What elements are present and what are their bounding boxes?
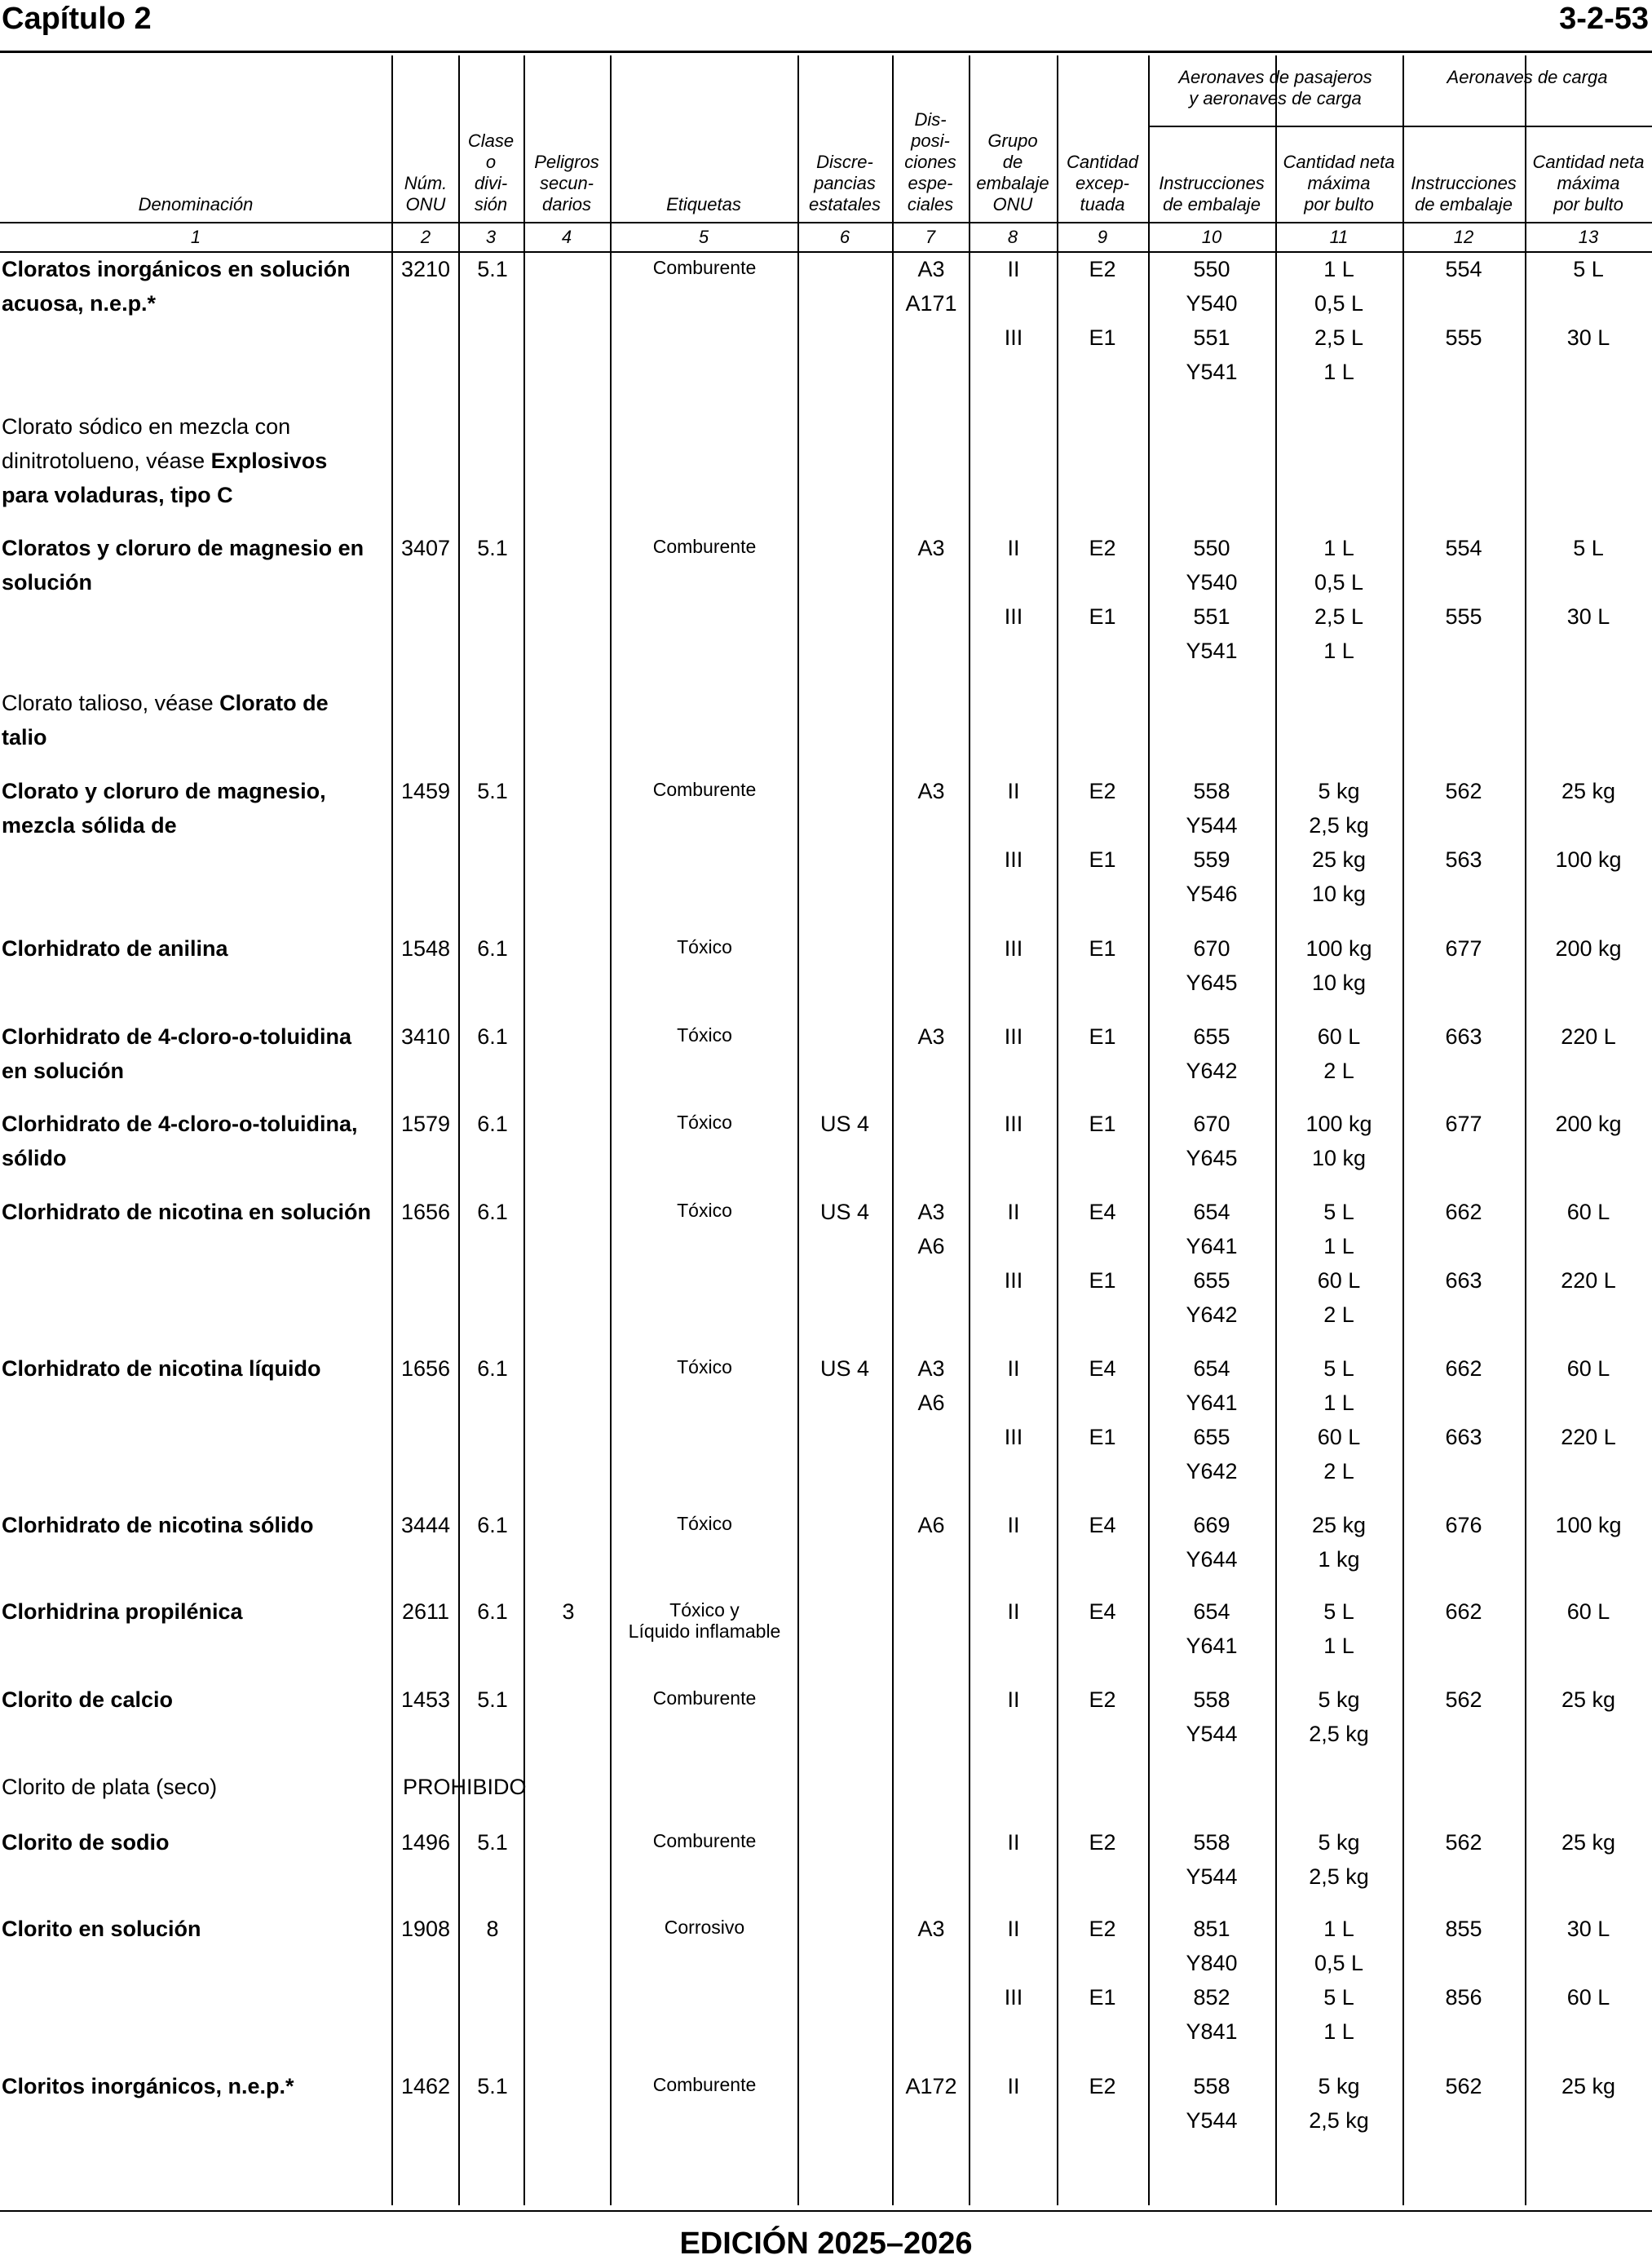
col-clase-header: Clase o divi- sión — [467, 130, 515, 214]
col-number: 12 — [1453, 227, 1474, 247]
row-cargo-instr: 662 663 — [1445, 1356, 1482, 1449]
chapter-title: Capítulo 2 — [2, 2, 152, 36]
row-onu: 1548 — [400, 936, 451, 961]
row-excepted: E2 E1 — [1089, 536, 1116, 629]
row-onu: 3210 — [400, 257, 451, 281]
row-special: A3 — [917, 1024, 945, 1049]
row-excepted: E4 — [1089, 1599, 1116, 1624]
row-cargo-qty: 25 kg — [1561, 1830, 1616, 1855]
row-onu: 3410 — [400, 1024, 451, 1049]
row-state-variation: US 4 — [819, 1200, 870, 1224]
row-special: A6 — [917, 1513, 945, 1537]
row-cargo-instr: 562 — [1445, 1687, 1482, 1712]
row-packing-group: II III — [1004, 1917, 1023, 2010]
row-label: Comburente — [652, 1830, 757, 1851]
col-denominacion-header: Denominación — [138, 194, 254, 214]
col-number: 4 — [561, 227, 572, 247]
row-class: 5.1 — [477, 257, 508, 281]
row-pax-qty: 5 L 1 L 60 L 2 L — [1317, 1356, 1361, 1484]
row-cargo-instr: 663 — [1445, 1024, 1482, 1049]
row-onu: 1496 — [400, 1830, 451, 1855]
row-name — [2, 686, 385, 754]
row-class: 6.1 — [477, 936, 508, 961]
row-cargo-qty: 200 kg — [1555, 1112, 1622, 1136]
row-excepted: E2 — [1089, 1830, 1116, 1855]
row-class: 6.1 — [477, 1599, 508, 1624]
row-pax-qty: 5 kg 2,5 kg — [1309, 2074, 1369, 2133]
row-name-ref: Clorato de talio — [2, 691, 329, 750]
row-name: Clorhidrina propilénica — [2, 1599, 243, 1624]
row-onu: 1579 — [400, 1112, 451, 1136]
row-name-ref: Explosivos para voladuras, tipo C — [2, 449, 328, 507]
row-label: Comburente — [652, 257, 757, 278]
row-class: 8 — [486, 1917, 499, 1941]
row-excepted: E2 — [1089, 1687, 1116, 1712]
row-excepted: E4 E1 — [1089, 1200, 1116, 1293]
row-name: Clorhidrato de nicotina sólido — [2, 1513, 314, 1537]
row-special: A3 — [917, 779, 945, 803]
row-label: Corrosivo — [664, 1917, 745, 1938]
row-pax-qty: 25 kg 1 kg — [1311, 1513, 1367, 1572]
row-name: Cloratos inorgánicos en solución acuosa, n.e.p.* — [2, 257, 351, 316]
row-special: A3 — [917, 536, 945, 560]
prohibited-label: PROHIBIDO — [403, 1775, 527, 1799]
row-packing-group: III — [1004, 1024, 1023, 1049]
row-pax-instr: 558 Y544 559 Y546 — [1186, 779, 1238, 906]
col-discrepancias-header: Discre- pancias estatales — [808, 152, 881, 214]
row-pax-qty: 1 L 0,5 L 2,5 L 1 L — [1314, 536, 1364, 663]
row-label: Tóxico y Líquido inflamable — [628, 1599, 781, 1642]
row-packing-group: II III — [1004, 536, 1023, 629]
row-label: Tóxico — [677, 1356, 732, 1377]
row-class: 5.1 — [477, 536, 508, 560]
row-pax-instr: 654 Y641 655 Y642 — [1186, 1200, 1238, 1327]
row-special: A172 — [905, 2074, 957, 2098]
row-pax-instr: 669 Y644 — [1186, 1513, 1238, 1572]
header-bottom-rule — [0, 222, 1652, 223]
row-label: Tóxico — [677, 1112, 732, 1133]
col-cargo-cantidad-header: Cantidad neta máxima por bulto — [1532, 152, 1645, 214]
row-excepted: E1 — [1089, 1112, 1116, 1136]
row-cargo-qty: 60 L — [1566, 1599, 1610, 1624]
row-name-plain: Clorato sódico en mezcla con dinitrotolueno, véase — [2, 414, 291, 473]
row-class: 5.1 — [477, 1830, 508, 1855]
row-cargo-instr: 676 — [1445, 1513, 1482, 1537]
row-special: A3 A6 — [917, 1356, 945, 1415]
row-packing-group: II III — [1004, 1200, 1023, 1293]
row-onu: 1459 — [400, 779, 451, 803]
row-onu: 1656 — [400, 1200, 451, 1224]
column-divider — [892, 55, 894, 2205]
row-pax-instr: 550 Y540 551 Y541 — [1186, 536, 1238, 663]
row-subsidiary: 3 — [562, 1599, 575, 1624]
row-label: Tóxico — [677, 1200, 732, 1221]
row-label: Tóxico — [677, 1513, 732, 1534]
row-pax-instr: 558 Y544 — [1186, 2074, 1238, 2133]
group-header-rule — [1148, 126, 1652, 127]
row-cargo-instr: 562 — [1445, 2074, 1482, 2098]
row-name — [2, 409, 385, 512]
row-onu: 2611 — [401, 1599, 450, 1624]
row-cargo-qty: 60 L 220 L — [1561, 1200, 1616, 1293]
row-pax-qty: 5 kg 2,5 kg — [1309, 1687, 1369, 1746]
row-state-variation: US 4 — [819, 1112, 870, 1136]
edition-label: EDICIÓN 2025–2026 — [679, 2226, 973, 2261]
page-number: 3-2-53 — [1559, 2, 1649, 36]
row-class: 6.1 — [477, 1200, 508, 1224]
row-excepted: E2 — [1089, 2074, 1116, 2098]
row-pax-qty: 60 L 2 L — [1317, 1024, 1361, 1083]
row-cargo-instr: 554 555 — [1445, 257, 1482, 350]
col-exceptuada-header: Cantidad excep- tuada — [1066, 152, 1139, 214]
row-class: 6.1 — [477, 1356, 508, 1381]
row-pax-instr: 670 Y645 — [1186, 936, 1238, 995]
row-name: Cloratos y cloruro de magnesio en solución — [2, 536, 364, 595]
row-pax-qty: 100 kg 10 kg — [1305, 1112, 1372, 1170]
row-name: Clorhidrato de nicotina en solución — [2, 1200, 372, 1224]
group-cargo-header: Aeronaves de carga — [1447, 67, 1608, 87]
row-name: Clorhidrato de anilina — [2, 936, 228, 961]
row-pax-instr: 558 Y544 — [1186, 1830, 1238, 1889]
row-cargo-qty: 25 kg — [1561, 2074, 1616, 2098]
row-name: Clorito de sodio — [2, 1830, 170, 1855]
row-name: Clorhidrato de 4-cloro-o-toluidina, sólido — [2, 1112, 358, 1170]
row-packing-group: II — [1007, 1513, 1020, 1537]
row-packing-group: III — [1004, 1112, 1023, 1136]
row-class: 6.1 — [477, 1513, 508, 1537]
col-cargo-instrucciones-header: Instrucciones de embalaje — [1411, 173, 1517, 214]
row-cargo-qty: 25 kg 100 kg — [1555, 779, 1622, 872]
col-number: 13 — [1578, 227, 1599, 247]
row-class: 6.1 — [477, 1024, 508, 1049]
row-excepted: E4 — [1089, 1513, 1116, 1537]
col-pax-instrucciones-header: Instrucciones de embalaje — [1159, 173, 1265, 214]
row-packing-group: II — [1007, 1830, 1020, 1855]
row-packing-group: II — [1007, 1599, 1020, 1624]
page-header — [0, 0, 1652, 52]
row-cargo-instr: 554 555 — [1445, 536, 1482, 629]
row-name: Clorito de calcio — [2, 1687, 174, 1712]
row-packing-group: II — [1007, 1687, 1020, 1712]
row-name: Cloritos inorgánicos, n.e.p.* — [2, 2074, 294, 2098]
row-excepted: E1 — [1089, 936, 1116, 961]
row-cargo-qty: 100 kg — [1555, 1513, 1622, 1537]
row-name: Clorhidrato de 4-cloro-o-toluidina en solución — [2, 1024, 351, 1083]
row-pax-qty: 5 kg 2,5 kg 25 kg 10 kg — [1309, 779, 1369, 906]
row-cargo-instr: 662 663 — [1445, 1200, 1482, 1293]
row-cargo-qty: 30 L 60 L — [1566, 1917, 1610, 2010]
row-name: Clorato y cloruro de magnesio, mezcla sólida de — [2, 779, 326, 838]
row-pax-qty: 5 kg 2,5 kg — [1309, 1830, 1369, 1889]
row-packing-group: II — [1007, 2074, 1020, 2098]
col-number: 5 — [698, 227, 709, 247]
row-cargo-instr: 677 — [1445, 1112, 1482, 1136]
row-excepted: E2 E1 — [1089, 779, 1116, 872]
row-label: Comburente — [652, 779, 757, 800]
row-cargo-instr: 562 563 — [1445, 779, 1482, 872]
row-pax-instr: 558 Y544 — [1186, 1687, 1238, 1746]
row-pax-instr: 655 Y642 — [1186, 1024, 1238, 1083]
row-label: Comburente — [652, 536, 757, 557]
row-pax-instr: 550 Y540 551 Y541 — [1186, 257, 1238, 384]
row-cargo-qty: 5 L 30 L — [1566, 257, 1610, 350]
col-onu-header: Núm. ONU — [404, 173, 448, 214]
row-name: Clorito de plata (seco) — [2, 1775, 218, 1799]
row-label: Tóxico — [677, 936, 732, 957]
row-cargo-qty: 5 L 30 L — [1566, 536, 1610, 629]
col-pax-cantidad-header: Cantidad neta máxima por bulto — [1283, 152, 1395, 214]
row-cargo-qty: 200 kg — [1555, 936, 1622, 961]
col-disposiciones-header: Dis- posi- ciones espe- ciales — [904, 109, 956, 214]
row-pax-qty: 5 L 1 L 60 L 2 L — [1317, 1200, 1361, 1327]
row-excepted: E4 E1 — [1089, 1356, 1116, 1449]
row-name: Clorhidrato de nicotina líquido — [2, 1356, 321, 1381]
row-onu: 3407 — [400, 536, 451, 560]
row-special: A3 A6 — [917, 1200, 945, 1258]
row-excepted: E2 E1 — [1089, 1917, 1116, 2010]
row-pax-qty: 100 kg 10 kg — [1305, 936, 1372, 995]
row-pax-instr: 654 Y641 655 Y642 — [1186, 1356, 1238, 1484]
footer-rule — [0, 2210, 1652, 2212]
page-footer — [0, 2207, 1652, 2264]
row-class: 6.1 — [477, 1112, 508, 1136]
col-etiquetas-header: Etiquetas — [666, 194, 741, 214]
row-special: A3 A171 — [905, 257, 957, 316]
row-cargo-qty: 220 L — [1561, 1024, 1616, 1049]
row-excepted: E1 — [1089, 1024, 1116, 1049]
col-number: 9 — [1097, 227, 1108, 247]
row-cargo-instr: 855 856 — [1445, 1917, 1482, 2010]
row-class: 5.1 — [477, 779, 508, 803]
col-number: 6 — [839, 227, 850, 247]
row-label: Comburente — [652, 1687, 757, 1709]
row-packing-group: II III — [1004, 1356, 1023, 1449]
row-cargo-qty: 25 kg — [1561, 1687, 1616, 1712]
row-packing-group: II III — [1004, 779, 1023, 872]
row-onu: 1462 — [400, 2074, 451, 2098]
col-number: 11 — [1329, 227, 1349, 247]
row-class: 5.1 — [477, 1687, 508, 1712]
row-excepted: E2 E1 — [1089, 257, 1116, 350]
row-name: Clorito en solución — [2, 1917, 201, 1941]
row-pax-qty: 1 L 0,5 L 5 L 1 L — [1314, 1917, 1364, 2044]
col-peligros-header: Peligros secun- darios — [534, 152, 599, 214]
row-pax-instr: 670 Y645 — [1186, 1112, 1238, 1170]
col-number: 8 — [1007, 227, 1018, 247]
row-pax-instr: 851 Y840 852 Y841 — [1186, 1917, 1238, 2044]
row-onu: 1656 — [400, 1356, 451, 1381]
row-cargo-instr: 662 — [1445, 1599, 1482, 1624]
group-passenger-header: Aeronaves de pasajeros y aeronaves de carga — [1178, 67, 1372, 108]
row-packing-group: II III — [1004, 257, 1023, 350]
dangerous-goods-table — [0, 52, 1652, 2205]
row-pax-instr: 654 Y641 — [1186, 1599, 1238, 1658]
row-state-variation: US 4 — [819, 1356, 870, 1381]
col-number: 7 — [925, 227, 936, 247]
row-onu: 1908 — [400, 1917, 451, 1941]
col-number: 2 — [420, 227, 431, 247]
col-number: 10 — [1201, 227, 1222, 247]
row-pax-qty: 1 L 0,5 L 2,5 L 1 L — [1314, 257, 1364, 384]
row-onu: 1453 — [400, 1687, 451, 1712]
col-number: 1 — [190, 227, 201, 247]
row-class: 5.1 — [477, 2074, 508, 2098]
col-grupo-header: Grupo de embalaje ONU — [976, 130, 1049, 214]
row-label: Comburente — [652, 2074, 757, 2095]
row-label: Tóxico — [677, 1024, 732, 1046]
row-cargo-instr: 677 — [1445, 936, 1482, 961]
row-pax-qty: 5 L 1 L — [1323, 1599, 1354, 1658]
row-name-plain: Clorato talioso, véase — [2, 691, 220, 715]
row-cargo-instr: 562 — [1445, 1830, 1482, 1855]
row-onu: 3444 — [400, 1513, 451, 1537]
row-packing-group: III — [1004, 936, 1023, 961]
row-cargo-qty: 60 L 220 L — [1561, 1356, 1616, 1449]
col-number: 3 — [485, 227, 497, 247]
row-special: A3 — [917, 1917, 945, 1941]
